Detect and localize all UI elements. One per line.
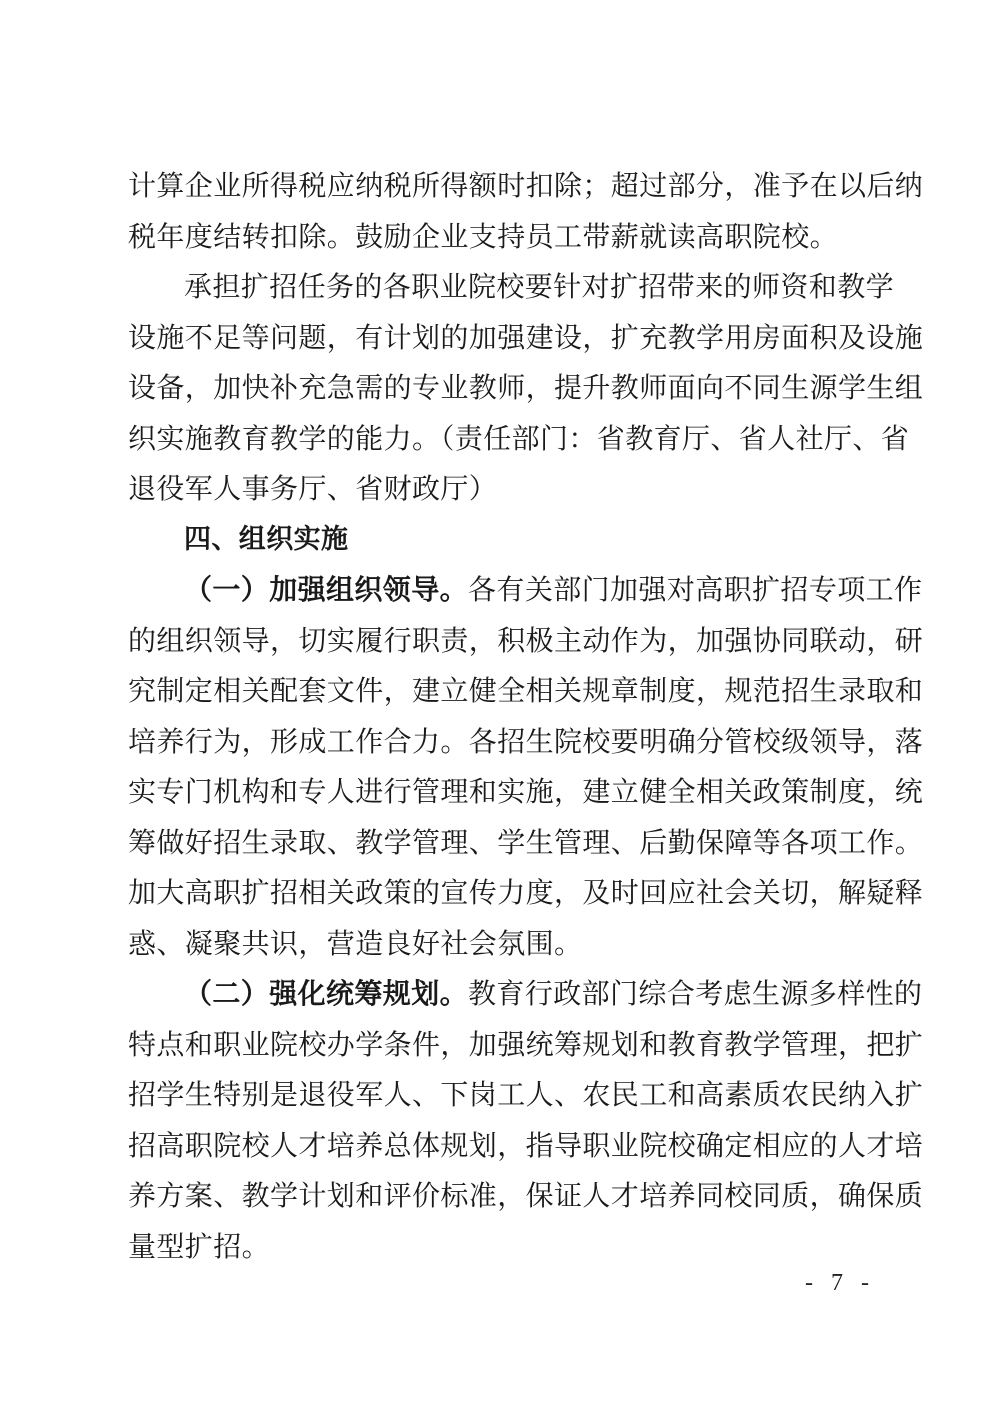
- text-line: 退役军人事务厅、省财政厅）: [128, 472, 498, 505]
- text-line: 的组织领导，切实履行职责，积极主动作为，加强协同联动，研: [128, 623, 924, 657]
- text-line: [128, 565, 923, 616]
- text-line: 织实施教育教学的能力。（责任部门：省教育厅、省人社厅、省: [128, 421, 910, 455]
- text-line: 量型扩招。: [128, 1229, 271, 1263]
- text-line: 培养行为，形成工作合力。各招生院校要明确分管校级领导，落: [128, 724, 924, 758]
- text-span: 教育行政部门综合考虑生源多样性的: [468, 977, 923, 1010]
- text-line: 实专门机构和专人进行管理和实施，建立健全相关政策制度，统: [128, 775, 924, 808]
- text-line: 特点和职业院校办学条件，加强统筹规划和教育教学管理，把扩: [128, 1027, 924, 1061]
- paragraph-organization-leadership: [128, 565, 924, 969]
- text-line: 养方案、教学计划和评价标准，保证人才培养同校同质，确保质: [128, 1179, 924, 1212]
- paragraph-overall-planning: [128, 969, 924, 1272]
- subsection-title: （一）加强组织领导。: [184, 573, 469, 606]
- text-line: 加大高职扩招相关政策的宣传力度，及时回应社会关切，解疑释: [128, 876, 924, 909]
- text-span: 各有关部门加强对高职扩招专项工作: [468, 573, 923, 606]
- section-heading: 四、组织实施: [184, 523, 349, 555]
- text-line: [128, 969, 923, 1020]
- text-line: 招学生特别是退役军人、下岗工人、农民工和高素质农民纳入扩: [128, 1078, 924, 1111]
- text-line: 惑、凝聚共识，营造良好社会氛围。: [128, 926, 583, 960]
- document-body: [128, 161, 924, 1272]
- paragraph-teaching-facilities: [128, 262, 924, 515]
- paragraph-tax-deduction: [128, 161, 924, 262]
- subsection-title: （二）强化统筹规划。: [184, 977, 469, 1010]
- text-line: 设备，加快补充急需的专业教师，提升教师面向不同生源学生组: [128, 371, 924, 404]
- page-number: - 7 -: [805, 1270, 875, 1296]
- text-line: 承担扩招任务的各职业院校要针对扩招带来的师资和教学: [184, 270, 895, 303]
- text-line: 设施不足等问题，有计划的加强建设，扩充教学用房面积及设施: [128, 320, 924, 354]
- text-line: 招高职院校人才培养总体规划，指导职业院校确定相应的人才培: [128, 1128, 924, 1162]
- text-line: 究制定相关配套文件，建立健全相关规章制度，规范招生录取和: [128, 674, 924, 707]
- text-line: 税年度结转扣除。鼓励企业支持员工带薪就读高职院校。: [128, 219, 839, 253]
- text-line: 筹做好招生录取、教学管理、学生管理、后勤保障等各项工作。: [128, 825, 924, 859]
- text-line: 计算企业所得税应纳税所得额时扣除；超过部分，准予在以后纳: [128, 169, 924, 202]
